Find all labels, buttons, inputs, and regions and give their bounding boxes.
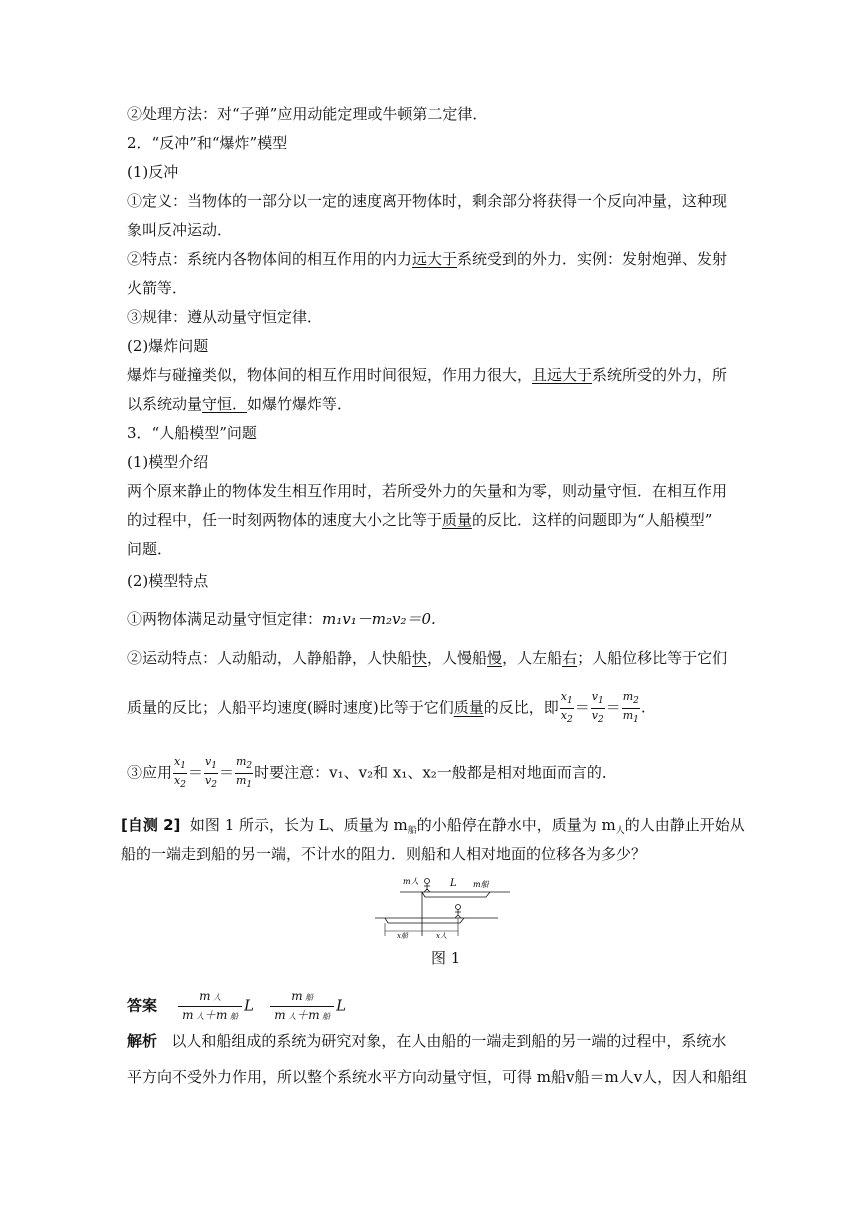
answer-label: 答案 — [127, 996, 158, 1015]
text-span: ；人船位移比等于它们 — [577, 649, 728, 667]
person-figure-bottom — [456, 905, 461, 910]
text-line: ②处理方法：对“子弹”应用动能定理或牛顿第二定律． — [127, 105, 488, 123]
text-line: 两个原来静止的物体发生相互作用时，若所受外力的矢量和为零，则动量守恒．在相互作用 — [127, 482, 728, 500]
subscript: 人 — [615, 826, 625, 836]
momentum-equation: m₁v₁－m₂v₂＝0. — [322, 610, 436, 628]
figure-label-m-boat: m船 — [473, 880, 489, 889]
text-line — [127, 609, 436, 629]
subsection-heading: (1)模型介绍 — [127, 453, 209, 471]
text-span: ，人慢船 — [427, 649, 488, 667]
person-figure-top-body — [424, 884, 430, 893]
text-span: 如图 1 所示，长为 L、质量为 m — [189, 816, 408, 834]
text-span: 的小船停在静水中，质量为 m — [416, 816, 616, 834]
text-line: 质量的反比；人船平均速度(瞬时速度)比等于它们质量的反比，即 $\frac{x_1}{x_2}$ ＝ $\frac{v_1}{v_2}$ ＝ $\frac{m_2}{m_1}$ . — [127, 690, 646, 725]
text-line: ③规律：遵从动量守恒定律． — [127, 308, 323, 326]
subsection-heading: (2)爆炸问题 — [127, 337, 209, 355]
underlined-answer: 快 — [412, 649, 428, 667]
analysis-line — [127, 1031, 726, 1051]
answer-line: 答案 $\frac{\text{m 人}}{\text{m 人＋m 船}}$ L $\frac{\text{m 船}}{\text{m 人＋m 船}}$ L — [127, 988, 346, 1025]
text-span: 爆炸与碰撞类似，物体间的相互作用时间很短，作用力很大， — [127, 366, 533, 384]
text-line: 问题． — [127, 540, 173, 558]
text-line — [127, 249, 727, 269]
underlined-answer: 远大于 — [412, 250, 458, 268]
fraction-m: $\frac{m_2}{m_1}$ — [622, 690, 639, 725]
text-span: 时要注意：v₁、v₂和 x₁、x₂一般都是相对地面而言的． — [254, 763, 617, 782]
section-heading: 3．“人船模型”问题 — [127, 424, 257, 442]
question-label: [自测 2] — [121, 816, 181, 834]
text-line — [127, 394, 352, 414]
text-span: 系统所受的外力，所 — [592, 366, 728, 384]
text-span: ②运动特点：人动船动，人静船静，人快船 — [127, 649, 413, 667]
text-span: 如爆竹爆炸等． — [247, 395, 353, 413]
text-line: ③应用 $\frac{x_1}{x_2}$ ＝ $\frac{v_1}{v_2}$ ＝ $\frac{m_2}{m_1}$ 时要注意：v₁、v₂和 x₁、x₂一般都是相对地面而言的． — [127, 755, 617, 790]
question-line — [121, 815, 745, 841]
person-figure-bottom-body — [455, 910, 461, 919]
underlined-answer: 慢 — [487, 649, 503, 667]
person-figure-top — [425, 879, 430, 884]
text-span: ①两物体满足动量守恒定律： — [127, 610, 323, 628]
fraction-x: $\frac{x_1}{x_2}$ — [560, 690, 573, 725]
fraction-v: $\frac{v_1}{v_2}$ — [204, 755, 217, 790]
underlined-answer: 质量 — [453, 698, 484, 717]
text-span: 系统受到的外力．实例：发射炮弹、发射 — [457, 250, 728, 268]
analysis-line: 平方向不受外力作用，所以整个系统水平方向动量守恒，可得 m船v船＝m人v人，因人和船组 — [127, 1068, 748, 1086]
figure-caption: 图 1 — [431, 949, 461, 967]
answer-fraction-person: $\frac{\text{m 船}}{\text{m 人＋m 船}}$ — [270, 988, 334, 1025]
figure-label-x-boat: x船 — [397, 932, 408, 940]
text-span: 的反比．这样的问题即为“人船模型” — [472, 511, 713, 529]
text-span: 质量的反比；人船平均速度(瞬时速度)比等于它们 — [127, 698, 454, 717]
text-line — [127, 510, 712, 530]
text-span: 的反比，即 — [483, 698, 559, 717]
text-line — [127, 365, 727, 385]
underlined-answer: 守恒． — [202, 395, 248, 413]
boat-top — [422, 892, 490, 897]
text-line — [127, 648, 727, 668]
text-span: ②特点：系统内各物体间的相互作用的内力 — [127, 250, 413, 268]
figure-label-m-person: m人 — [403, 877, 419, 886]
fraction-m: $\frac{m_2}{m_1}$ — [235, 755, 253, 790]
text-line: 火箭等． — [127, 279, 188, 297]
underlined-answer: 右 — [562, 649, 578, 667]
figure-label-L: L — [450, 878, 457, 889]
text-span: 的人由静止开始从 — [624, 816, 745, 834]
text-span: ③应用 — [127, 763, 173, 782]
analysis-label: 解析 — [127, 1032, 158, 1050]
fraction-x: $\frac{x_1}{x_2}$ — [174, 755, 186, 790]
section-heading: 2．“反冲”和“爆炸”模型 — [127, 134, 288, 152]
subsection-heading: (1)反冲 — [127, 163, 179, 181]
boat-person-figure — [370, 872, 520, 944]
answer-fraction-boat: $\frac{\text{m 人}}{\text{m 人＋m 船}}$ — [178, 988, 242, 1025]
text-line: 象叫反冲运动． — [127, 221, 233, 239]
subsection-heading: (2)模型特点 — [127, 572, 209, 590]
text-line: ①定义：当物体的一部分以一定的速度离开物体时，剩余部分将获得一个反向冲量，这种现 — [127, 192, 728, 210]
subscript: 船 — [407, 826, 417, 836]
text-span: 以系统动量 — [127, 395, 203, 413]
underlined-answer: 质量 — [442, 511, 473, 529]
question-line: 船的一端走到船的另一端，不计水的阻力．则船和人相对地面的位移各为多少？ — [121, 845, 647, 863]
figure-label-x-person: x人 — [436, 932, 447, 940]
text-span: ，人左船 — [502, 649, 563, 667]
fraction-v: $\frac{v_1}{v_2}$ — [591, 690, 604, 725]
underlined-answer: 且远大于 — [532, 366, 593, 384]
boat-bottom — [385, 918, 464, 923]
text-span: 的过程中，任一时刻两物体的速度大小之比等于 — [127, 511, 443, 529]
text-span: 以人和船组成的系统为研究对象，在人由船的一端走到船的另一端的过程中，系统水 — [171, 1032, 727, 1050]
